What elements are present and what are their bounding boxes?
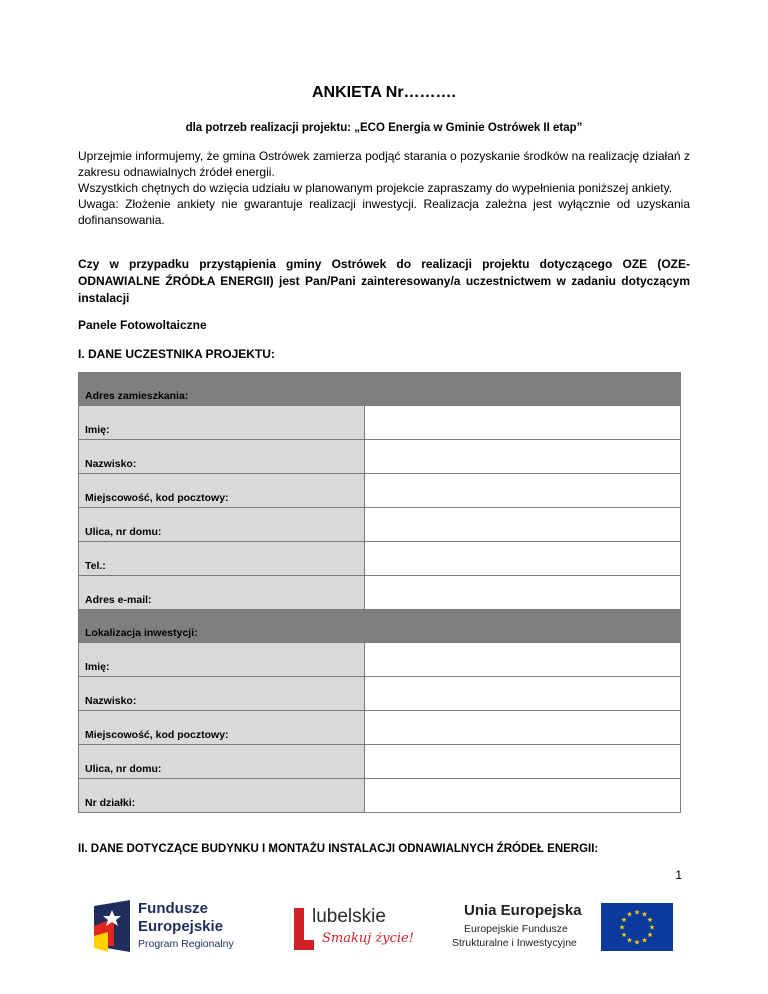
section-2-heading: II. DANE DOTYCZĄCE BUDYNKU I MONTAŻU INSTALACJI ODNAWIALNYCH ŹRÓDEŁ ENERGII:: [78, 843, 599, 855]
location-city-postal-code-field[interactable]: [365, 711, 681, 745]
unia-europejska-logo: [452, 898, 597, 956]
eu-star-icon: ★: [646, 932, 654, 939]
field-label: Tel.:: [79, 542, 365, 576]
eu-star-icon: ★: [648, 924, 656, 932]
field-label: Imię:: [79, 643, 365, 677]
eu-flag-graphic: [601, 903, 673, 951]
fundusze-flag-icon: [90, 896, 134, 956]
field-label: Miejscowość, kod pocztowy:: [79, 474, 365, 508]
installation-type: Panele Fotowoltaiczne: [78, 318, 207, 332]
eu-star-icon: ★: [620, 932, 628, 939]
ue-line1: Unia Europejska: [464, 902, 582, 919]
street-house-field[interactable]: [365, 508, 681, 542]
eu-star-icon: ★: [633, 909, 641, 917]
location-street-house-field[interactable]: [365, 745, 681, 779]
table-row: [79, 643, 681, 677]
table-row: [79, 711, 681, 745]
intro-paragraph: Uprzejmie informujemy, że gmina Ostrówek zamierza podjąć starania o pozyskanie środków na realizację działań z zakresu odnawialnych źródeł energii.: [78, 149, 690, 179]
table-header-row: [79, 610, 681, 643]
section-1-heading: I. DANE UCZESTNIKA PROJEKTU:: [78, 347, 275, 361]
field-label: Imię:: [79, 406, 365, 440]
participant-data-table: [78, 372, 681, 813]
table-row: [79, 508, 681, 542]
field-label: Nr działki:: [79, 779, 365, 813]
field-label: Adres e-mail:: [79, 576, 365, 610]
eu-star-icon: ★: [641, 911, 648, 919]
table-row: [79, 440, 681, 474]
survey-title: ANKIETA Nr……….: [312, 84, 456, 101]
eu-flag-icon: [601, 903, 673, 951]
ue-line2: Europejskie Fundusze: [464, 923, 568, 935]
location-last-name-field[interactable]: [365, 677, 681, 711]
intro-paragraph: Uwaga: Złożenie ankiety nie gwarantuje realizacji inwestycji. Realizacja zależna jest wyłącznie od uzyskania dofinansowania.: [78, 197, 690, 227]
table-row: [79, 474, 681, 508]
page-number: 1: [675, 868, 682, 882]
intro-paragraph: Wszystkich chętnych do wzięcia udziału w planowanym projekcie zapraszamy do wypełnienia poniższej ankiety.: [78, 181, 673, 195]
ue-line3: Strukturalne i Inwestycyjne: [452, 937, 577, 949]
eu-star-icon: ★: [626, 937, 633, 945]
table-row: [79, 677, 681, 711]
table-row: [79, 779, 681, 813]
fundusze-line1: Fundusze: [138, 900, 208, 917]
eu-star-icon: ★: [620, 917, 628, 924]
location-header: Lokalizacja inwestycji:: [79, 610, 681, 643]
fundusze-europejskie-logo: [90, 896, 250, 956]
eu-star-icon: ★: [633, 939, 641, 947]
intro-text: [78, 148, 690, 228]
participation-question: Czy w przypadku przystąpienia gminy Ostrówek do realizacji projektu dotyczącego OZE (OZE-ODNAWIALNE ŹRÓDŁA ENERGII) jest Pan/Pani zainteresowany/a uczestnictwem w zadaniu dotyczącym instalacji: [78, 257, 690, 305]
field-label: Nazwisko:: [79, 440, 365, 474]
location-first-name-field[interactable]: [365, 643, 681, 677]
city-postal-code-field[interactable]: [365, 474, 681, 508]
field-label: Ulica, nr domu:: [79, 745, 365, 779]
fundusze-line2: Europejskie: [138, 918, 224, 935]
lubelskie-logo: [290, 898, 420, 956]
table-header-row: [79, 373, 681, 406]
last-name-field[interactable]: [365, 440, 681, 474]
first-name-field[interactable]: [365, 406, 681, 440]
eu-star-icon: ★: [641, 937, 648, 945]
table-row: [79, 576, 681, 610]
field-label: Miejscowość, kod pocztowy:: [79, 711, 365, 745]
fundusze-line3: Program Regionalny: [138, 938, 234, 950]
field-label: Ulica, nr domu:: [79, 508, 365, 542]
lubelskie-name: lubelskie: [312, 906, 386, 927]
eu-star-icon: ★: [626, 911, 633, 919]
field-label: Nazwisko:: [79, 677, 365, 711]
eu-star-icon: ★: [646, 917, 654, 924]
table-row: [79, 745, 681, 779]
phone-field[interactable]: [365, 542, 681, 576]
eu-star-icon: ★: [618, 924, 626, 932]
table-row: [79, 542, 681, 576]
email-field[interactable]: [365, 576, 681, 610]
address-header: Adres zamieszkania:: [79, 373, 681, 406]
table-row: [79, 406, 681, 440]
survey-subtitle: dla potrzeb realizacji projektu: „ECO Energia w Gminie Ostrówek II etap”: [185, 122, 583, 134]
plot-number-field[interactable]: [365, 779, 681, 813]
lubelskie-tagline: Smakuj życie!: [322, 931, 414, 946]
